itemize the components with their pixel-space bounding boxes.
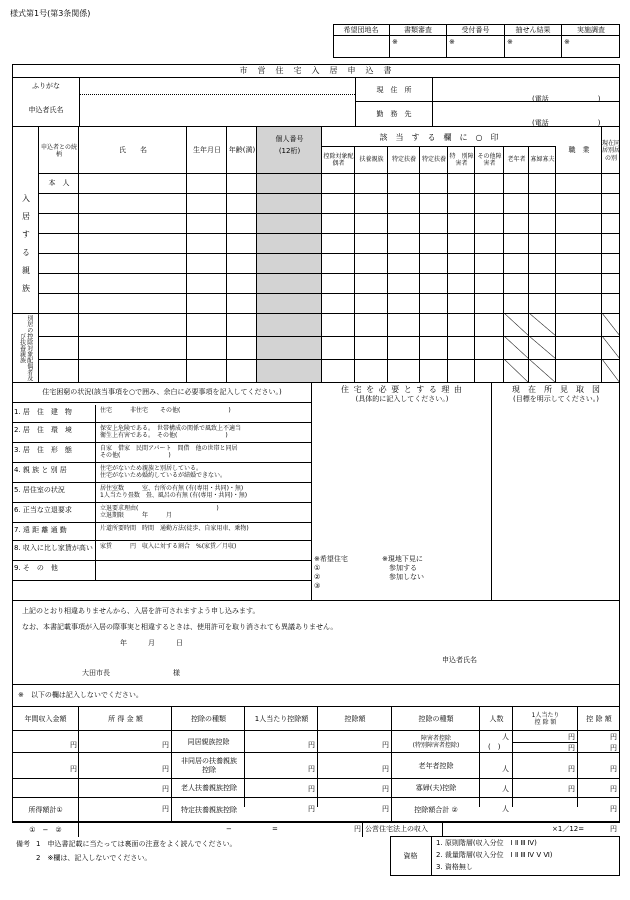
office-mark[interactable]: ※ — [447, 36, 505, 58]
office-header: 実施調査 — [562, 24, 620, 36]
check-col: 老年者 — [507, 156, 526, 164]
deduction-type: 老人扶養親族控除 — [181, 784, 237, 793]
dob-header: 生年月日 — [193, 145, 221, 154]
reason-title: 住 宅 を 必 要 と す る 理 由 — [341, 384, 463, 394]
housing-item-label: 5. 居住室の状況 — [12, 483, 96, 503]
yen-mark: 円 — [382, 805, 389, 813]
reason-field[interactable] — [314, 407, 490, 553]
form-title: 市 営 住 宅 入 居 申 込 書 — [12, 64, 620, 78]
housing-item[interactable] — [12, 541, 312, 561]
applicant-name-label: 申込者氏名 — [28, 106, 64, 114]
deduction-type: 非同居の扶養親族控除 — [181, 757, 237, 774]
office-mark[interactable]: ※ — [505, 36, 562, 58]
declaration-date: 年 月 日 — [120, 639, 183, 647]
housing-item[interactable] — [12, 423, 312, 443]
qualification-label: 資格 — [390, 836, 432, 876]
deduction-type: 障害者控除 (特別障害者控除) — [412, 734, 460, 749]
deduction-type: 寡婦(夫)控除 — [415, 784, 457, 793]
housing-item[interactable] — [12, 405, 312, 423]
equal-sign: = — [272, 825, 278, 833]
deduction-type: 同居親族控除 — [187, 737, 230, 746]
furigana-label: ふりがな — [32, 82, 60, 90]
declaration-line1: 上記のとおり相違ありませんから、入居を許可されますよう申し込みます。 — [22, 607, 260, 615]
office-mark[interactable] — [333, 36, 390, 58]
applicant-name-field[interactable] — [82, 98, 352, 124]
yen-mark: 円 — [162, 805, 169, 813]
site-visit: ※現地下見に 参加する 参加しない — [382, 555, 424, 582]
housing-item[interactable] — [12, 463, 312, 483]
qualification-1[interactable]: 1. 原則階層(収入分位 Ⅰ Ⅱ Ⅲ Ⅳ) — [436, 839, 537, 847]
wish-housing: ※希望住宅 ① ② ③ — [314, 555, 348, 591]
yen-mark: 円 — [610, 805, 617, 813]
yen-mark: 円 — [308, 805, 315, 813]
deduction-total-label: 控除額合計 ② — [414, 806, 458, 815]
housing-item[interactable] — [12, 443, 312, 463]
housing-item-text: 保安上危険である。 世帯構成の関係で風致上不適当 衛生上有害である。 その他( ) — [100, 425, 242, 440]
public-law-income: 公営住宅法上の収入 — [365, 825, 428, 833]
check-col: 扶養親族 — [359, 156, 384, 164]
office-only-note: ※ 以下の欄は記入しないでください。 — [18, 691, 143, 699]
mynumber-header: 個人番号 — [275, 134, 304, 143]
declaration-line2: なお、本書記載事項が入居の際事実と相違するときは、使用許可を取り消されても異議ありません。 — [22, 623, 338, 631]
housing-item-label: 3. 居 住 形 態 — [12, 443, 96, 463]
calc-header: 所 得 金 額 — [108, 714, 143, 723]
office-mark[interactable]: ※ — [390, 36, 447, 58]
housing-item-text: 立退要求理由( ) 立退期限 年 月 — [100, 505, 219, 520]
yen-mark: 円 — [568, 785, 575, 793]
name-header: 氏 名 — [119, 145, 147, 154]
mynumber-sub: (12桁) — [278, 146, 301, 155]
yen-mark: 円 — [162, 741, 169, 749]
housing-item-label: 4. 親 族 と 別 居 — [12, 463, 96, 483]
housing-item[interactable] — [12, 523, 312, 541]
formula-row — [12, 822, 620, 836]
yen-mark: 円 — [354, 825, 361, 833]
housing-item[interactable] — [12, 483, 312, 503]
housing-item-label: 1. 居 住 建 物 — [12, 405, 96, 423]
check-col: 特定扶養 — [391, 156, 416, 164]
notes-label: 備考 — [16, 840, 30, 848]
applicant-section — [12, 78, 620, 126]
yen-mark: 円 — [70, 741, 77, 749]
yen-mark: 円 — [308, 765, 315, 773]
calc-header: 1人当たり 控 除 額 — [531, 711, 560, 726]
paren-count: ( ) — [488, 743, 501, 751]
map-title: 現 在 所 見 取 図 — [512, 384, 600, 394]
office-use-table — [333, 24, 620, 58]
present-header: 現在同居別居の別 — [602, 140, 621, 162]
qualification-2[interactable]: 2. 裁量階層(収入分位 Ⅰ Ⅱ Ⅲ Ⅳ Ⅴ Ⅵ) — [436, 851, 553, 859]
check-col: その他障害者 — [477, 152, 502, 167]
check-header: 該 当 す る 欄 に ○ 印 — [379, 132, 499, 142]
relation-header: 申込者との続柄 — [40, 143, 77, 158]
work-tel: (電話 ) — [532, 119, 601, 127]
housing-item-text: 片道所要時間 時間 通勤方法(徒歩、自家用車、乗物) — [100, 525, 249, 532]
yen-mark: 円 — [568, 733, 575, 741]
housing-item-label: 6. 正当な立退要求 — [12, 503, 96, 523]
reason-sub: (具体的に記入してください。) — [355, 394, 449, 403]
calc-header: 控 除 額 — [586, 714, 612, 723]
yen-mark: 円 — [382, 765, 389, 773]
yen-mark: 円 — [610, 744, 617, 752]
calc-header: 控除の種類 — [191, 714, 226, 723]
declaration-applicant: 申込者氏名 — [442, 656, 477, 664]
housing-item-text: 居住室数 室、台所の有無 (有(専用・共同)・無) 1人当たり畳数 畳、風呂の有無 (有(専用・共同)・無) — [100, 485, 248, 500]
yen-mark: 円 — [610, 733, 617, 741]
age-header: 年齢(満) — [228, 145, 256, 154]
yen-mark: 円 — [382, 741, 389, 749]
monthly-formula: ×1／12= — [552, 825, 585, 833]
note-2: 2 ※欄は、記入しないでください。 — [36, 854, 152, 862]
deduction-type: 老年者控除 — [418, 761, 454, 770]
housing-item-label: 7. 遠 距 離 通 勤 — [12, 523, 96, 541]
total-income-label: 所得額計① — [28, 806, 63, 815]
self-label: 本 人 — [48, 178, 70, 187]
minus-sign: − — [226, 825, 232, 833]
office-mark[interactable]: ※ — [564, 38, 570, 46]
housing-item-text: 自家 借家 民間アパート 間借 他の世帯と同居 その他( ) — [100, 445, 238, 460]
note-1: 1 申込書記載に当たっては裏面の注意をよく読んでください。 — [36, 840, 237, 848]
office-header: 抽せん結果 — [505, 24, 562, 36]
calc-header: 控除の種類 — [418, 714, 454, 723]
yen-mark: 円 — [568, 744, 575, 752]
yen-mark: 円 — [382, 785, 389, 793]
map-field[interactable] — [494, 407, 618, 599]
yen-mark: 円 — [308, 741, 315, 749]
notes-section — [12, 836, 620, 880]
office-header: 受付番号 — [447, 24, 505, 36]
housing-item-label: 2. 居 住 環 境 — [12, 423, 96, 443]
yen-mark: 円 — [610, 785, 617, 793]
office-header: 希望団地名 — [333, 24, 390, 36]
members-section — [12, 126, 620, 382]
work-label: 勤 務 先 — [376, 110, 412, 118]
calc-header: 年間収入金額 — [24, 714, 67, 723]
housing-header: 住宅困窮の状況(該当事項を○で囲み、余白に必要事項を記入してください。) — [12, 383, 312, 403]
yen-mark: 円 — [70, 765, 77, 773]
yen-mark: 円 — [162, 765, 169, 773]
person-mark: 人 — [502, 805, 509, 813]
qualification-3[interactable]: 3. 資格無し — [436, 863, 473, 871]
person-mark: 人 — [502, 785, 509, 793]
map-sub: (目標を明示してください。) — [513, 394, 599, 403]
calc-table — [12, 706, 620, 822]
formula-label: ① − ② — [29, 825, 62, 834]
members-side-label: 入居する親族 — [21, 194, 31, 302]
check-col: 特定扶養 — [421, 156, 446, 164]
yen-mark: 円 — [162, 785, 169, 793]
yen-mark: 円 — [610, 765, 617, 773]
office-header: 書類審査 — [390, 24, 447, 36]
yen-mark: 円 — [610, 825, 617, 833]
housing-item-text: 住宅がないため親族と別居している。 住宅がないため婚約しているが結婚できない。 — [100, 465, 227, 480]
housing-item-label: 8. 収入に比し家賃が高い — [12, 541, 96, 561]
address-tel: (電話 ) — [532, 95, 601, 103]
yen-mark: 円 — [308, 785, 315, 793]
check-col: 控除対象配偶者 — [323, 152, 354, 167]
housing-item-label: 9. そ の 他 — [12, 561, 96, 581]
separate-dependents-label: 別居の控除対象配偶者及び扶養親族 — [18, 315, 33, 381]
declaration-mayor: 大田市長 様 — [82, 669, 180, 677]
housing-item-text: 家賃 円 収入に対する割合 %(家賃／月収) — [100, 543, 237, 550]
declaration-section — [12, 600, 620, 684]
yen-mark: 円 — [568, 765, 575, 773]
housing-section — [12, 382, 620, 600]
check-col: 寡婦寡夫 — [530, 156, 555, 164]
housing-item[interactable] — [12, 503, 312, 523]
address-label: 現 住 所 — [355, 78, 433, 102]
housing-item[interactable] — [12, 561, 312, 581]
calc-header: 1人当たり控除額 — [254, 714, 309, 723]
office-only-note-row — [12, 684, 620, 706]
person-mark: 人 — [502, 765, 509, 773]
deduction-type: 特定扶養親族控除 — [181, 806, 237, 815]
person-mark: 人 — [502, 733, 509, 741]
check-col: 特 別障害者 — [449, 152, 474, 167]
housing-item-text: 住宅 非住宅 その他( ) — [100, 407, 231, 414]
calc-header: 人数 — [489, 714, 504, 723]
calc-header: 控除額 — [344, 714, 366, 723]
job-header: 職 業 — [568, 145, 590, 154]
form-number: 様式第1号(第3条関係) — [10, 9, 91, 18]
